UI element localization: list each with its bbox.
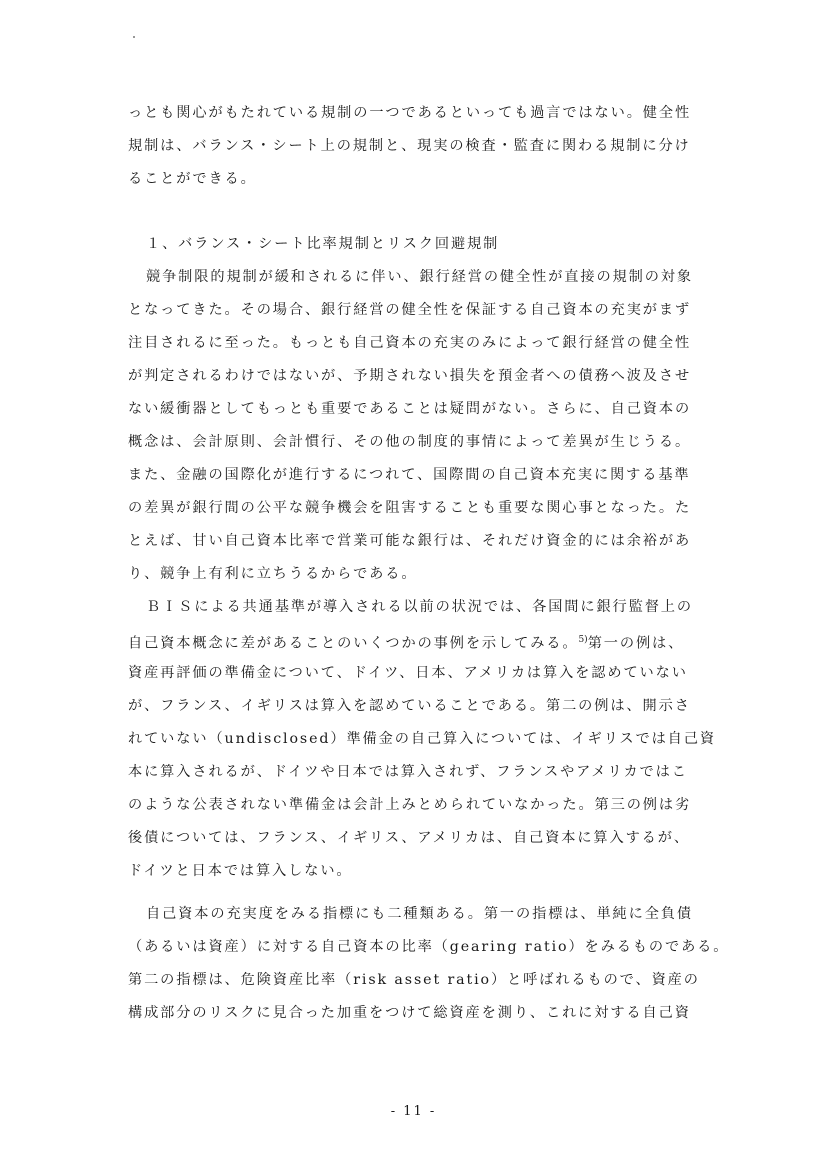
text-line: が判定されるわけではないが、予期されない損失を預金者への債務へ波及させ (128, 368, 692, 384)
text-line: ドイツと日本では算入しない。 (128, 863, 353, 879)
text-line: 注目されるに至った。もっとも自己資本の充実のみによって銀行経営の健全性 (128, 335, 692, 351)
text-line: が、フランス、イギリスは算入を認めていることである。第二の例は、開示さ (128, 698, 691, 714)
page-number: - 11 - (390, 1104, 437, 1119)
text-line: また、金融の国際化が進行するにつれて、国際間の自己資本充実に関する基準 (128, 467, 691, 483)
text-line: 資産再評価の準備金について、ドイツ、日本、アメリカは算入を認めていない (128, 665, 688, 681)
section-heading: １、バランス・シート比率規制とリスク回避規制 (146, 236, 500, 252)
text-line: 本に算入されるが、ドイツや日本では算入されず、フランスやアメリカではこ (128, 764, 688, 780)
text-line: 自己資本の充実度をみる指標にも二種類ある。第一の指標は、単純に全負債 (146, 906, 693, 922)
text-line: れていない（undisclosed）準備金の自己算入については、イギリスでは自己資 (128, 731, 716, 747)
text-line: の差異が銀行間の公平な競争機会を阻害することも重要な関心事となった。た (128, 500, 692, 516)
text-segment: 自己資本概念に差があることのいくつかの事例を示してみる。 (128, 635, 579, 652)
text-line: 競争制限的規制が緩和されるに伴い、銀行経営の健全性が直接の規制の対象 (146, 269, 693, 285)
text-line: 概念は、会計原則、会計慣行、その他の制度的事情によって差異が生じうる。 (128, 434, 692, 450)
text-line: 第二の指標は、危険資産比率（risk asset ratio）と呼ばれるもので、資産の (128, 972, 700, 988)
scan-speck (133, 36, 135, 38)
text-line: ない緩衝器としてもっとも重要であることは疑問がない。さらに、自己資本の (128, 401, 692, 417)
text-line: ＢＩＳによる共通基準が導入される以前の状況では、各国間に銀行監督上の (146, 599, 693, 615)
text-line: 規制は、バランス・シート上の規制と、現実の検査・監査に関わる規制に分け (128, 138, 691, 154)
text-line: となってきた。その場合、銀行経営の健全性を保証する自己資本の充実がまず (128, 302, 692, 318)
text-line: （あるいは資産）に対する自己資本の比率（gearing ratio）をみるものである。 (128, 939, 730, 955)
text-line: っとも関心がもたれている規制の一つであるといっても過言ではない。健全性 (128, 105, 692, 121)
text-line: のような公表されない準備金は会計上みとめられていなかった。第三の例は劣 (128, 797, 692, 813)
text-line: とえば、甘い自己資本比率で営業可能な銀行は、それだけ資金的には余裕があ (128, 533, 692, 549)
text-line: 構成部分のリスクに見合った加重をつけて総資産を測り、これに対する自己資 (128, 1005, 691, 1021)
footnote-mark: 5) (578, 635, 588, 645)
text-line: ることができる。 (128, 171, 257, 187)
text-line: り、競争上有利に立ちうるからである。 (128, 566, 418, 582)
text-line-with-footnote (128, 624, 728, 656)
text-line: 後債については、フランス、イギリス、アメリカは、自己資本に算入するが、 (128, 830, 690, 846)
text-segment: 第一の例は、 (587, 635, 685, 652)
